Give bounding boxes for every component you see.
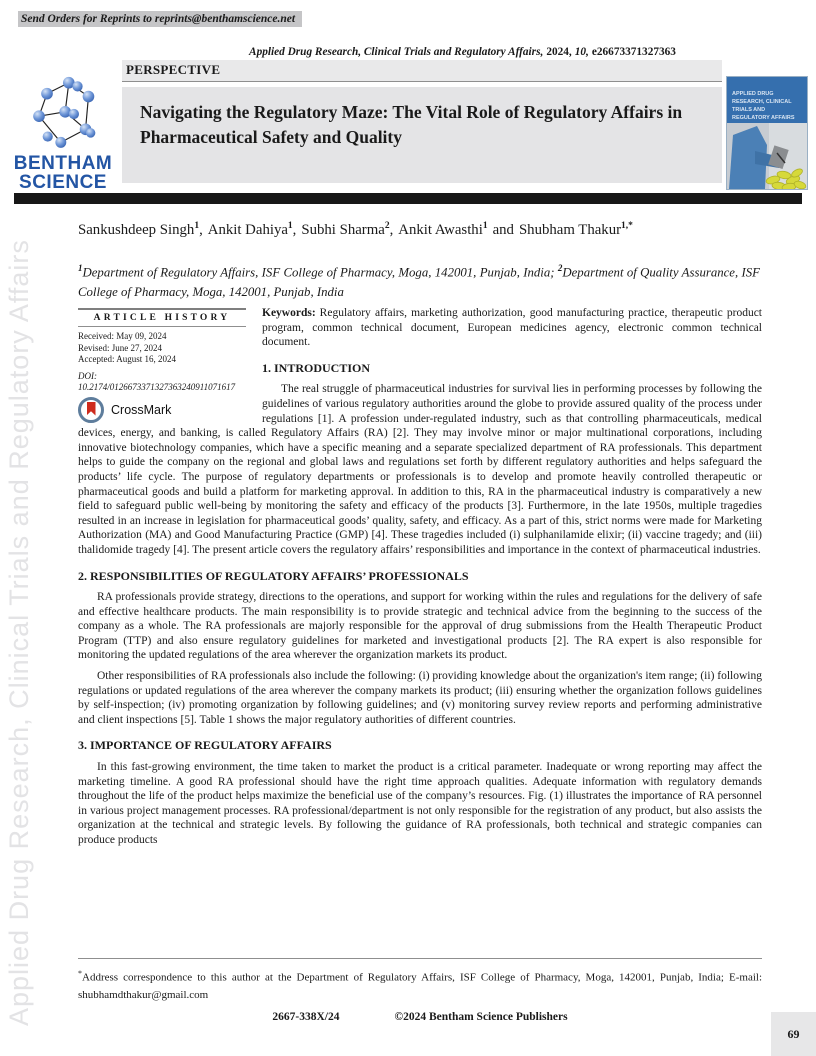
citation-article-id: e26673371327363 — [591, 46, 676, 58]
correspondence-footnote — [78, 958, 762, 1004]
section-2-paragraph-2: Other responsibilities of RA professionals also include the following: (i) providing knowledge about the organization's item range; (ii) following regulations or updated regulations of the area wherever the company markets its product; (iii) ensuring whether the organization follows guidelines by self-inspection; (iv) promoting organization by following guidelines; and (v) monitoring survey review reports and performing administrative and client inspections [5]. Table 1 shows the major regulatory authorities of different countries. — [78, 670, 762, 726]
accepted-date: Accepted: August 16, 2024 — [78, 354, 176, 364]
cover-title: APPLIED DRUG RESEARCH, CLINICAL TRIALS AND REGULATORY AFFAIRS — [727, 77, 807, 123]
bentham-science-logo — [10, 74, 116, 192]
logo-text-science: SCIENCE — [19, 172, 107, 193]
doi-label: DOI: — [78, 370, 97, 381]
doi — [78, 371, 246, 393]
article-history-box — [78, 308, 246, 417]
section-3-heading: 3. IMPORTANCE OF REGULATORY AFFAIRS — [78, 738, 332, 753]
revised-date: Revised: June 27, 2024 — [78, 342, 162, 353]
keywords-text: Regulatory affairs, marketing authorization, good manufacturing practice, therapeutic product program, common technical document, European medicines agency, electronic common technical document. — [262, 307, 762, 349]
footnote-marker: * — [78, 969, 82, 978]
section-1-heading: 1. INTRODUCTION — [262, 360, 371, 375]
keywords-label: Keywords: — [262, 307, 316, 319]
journal-cover-thumbnail — [726, 76, 808, 190]
authors-line: Sankushdeep Singh$^1$, Ankit Dahiya$^1$, Subhi Sharma$^2$, Ankit Awasthi$^1$ and Shubham Thakur$^{1,*}$ — [78, 221, 633, 238]
article-body — [78, 306, 762, 854]
reprint-notice: Send Orders for Reprints to reprints@benthamscience.net — [18, 11, 302, 27]
crossmark-badge[interactable] — [78, 397, 246, 423]
crossmark-label: CrossMark — [111, 402, 172, 417]
article-type-label: PERSPECTIVE — [122, 60, 722, 82]
citation-volume: 10, — [574, 46, 589, 58]
cover-photo — [727, 123, 807, 189]
history-dates — [78, 331, 246, 366]
header-center — [122, 60, 722, 183]
title-block — [122, 87, 722, 183]
header-divider-bar — [14, 193, 802, 204]
journal-citation — [120, 46, 808, 58]
copyright-notice: ©2024 Bentham Science Publishers — [394, 1011, 568, 1023]
issn-code: 2667-338X/24 — [272, 1011, 340, 1023]
author: Ankit Awasthi$^1$ — [398, 221, 488, 238]
page-footer — [78, 1011, 762, 1023]
author: Sankushdeep Singh$^1$ — [78, 221, 200, 238]
section-2-paragraph-1: RA professionals provide strategy, directions to the operations, and support for working within the rules and regulations for the delivery of safe and effective healthcare products. The main responsibility is to provide strategic and technical advice from the beginning to the success of the company as a whole. The RA professionals are majorly responsible for the approval of drug submissions from the Health Therapeutic Product Program (TTP) and also ensure regulatory guidelines for marketed and investigational products [2]. The RA expert is also responsible for monitoring the updated regulations of the area wherever the organization markets its product. — [78, 591, 762, 662]
article-history-heading: ARTICLE HISTORY — [78, 310, 246, 327]
affiliation-2: Department of Quality Assurance, ISF College of Pharmacy, Moga, 142001, Punjab, India — [78, 265, 761, 300]
affiliation-1: Department of Regulatory Affairs, ISF College of Pharmacy, Moga, 142001, Punjab, India; — [82, 265, 558, 280]
footnote-text: Address correspondence to this author at the Department of Regulatory Affairs, ISF College of Pharmacy, Moga, 142001, Punjab, India; E-mail: shubhamdthakur@gmail.com — [78, 971, 762, 1001]
journal-sidebar-title: Applied Drug Research, Clinical Trials and Regulatory Affairs — [4, 239, 34, 1026]
author: Shubham Thakur$^{1,*}$ — [518, 221, 633, 238]
molecule-icon — [19, 74, 107, 154]
received-date: Received: May 09, 2024 — [78, 331, 167, 341]
logo-text-bentham: BENTHAM — [13, 153, 113, 174]
author: Ankit Dahiya$^1$ — [207, 221, 293, 238]
affiliations: $^1$Department of Regulatory Affairs, ISF College of Pharmacy, Moga, 142001, Punjab, India; $^2$Department of Quality Assurance, ISF College of Pharmacy, Moga, 142001, Punjab, India — [78, 263, 761, 300]
author: Subhi Sharma$^2$ — [301, 221, 390, 238]
section-1-paragraph: The real struggle of pharmaceutical industries for survival lies in performing processes by following the guidelines of various regulatory authorities around the globe to provide assured quality of the process under regulations [1]. A profession under-regulated industry, such as that controlling pharmaceuticals, medical devices, energy, and banking, is called Regulatory Affairs (RA) [2]. They may involve minor or major multinational corporations, including innovative biotechnology companies, which have a specific meaning and a separate specialized department of RA professionals. This department helps to guide the company on the regional and global laws and regulations set forth by different regulatory authorities and helps safeguard the products’ life cycle. The purpose of regulatory departments or professionals is to develop and promote heavily controlled therapeutic or pharmaceutical goods and build a platform for marketing approval. In addition to this, RA in the pharmaceutical industry is comparatively a new field to safeguard public well-being by monitoring the safety and efficacy of the products [3]. Furthermore, in the late 1950s, multiple tragedies resulted in an increase in legislation for pharmaceutical goods’ quality, safety, and efficacy. As a part of this, strict norms were made for Marketing Authorization (MA) and Good Manufacturing Practice (GMP) [4]. These tragedies included (i) sulphanilamide elixir; (ii) vaccine tragedy; and (iii) thalidomide tragedy [4]. The present article covers the regulatory affairs’ responsibilities and importance in the context of pharmaceutical industries. — [78, 383, 762, 556]
crossmark-icon — [78, 397, 104, 423]
header — [10, 60, 808, 192]
article-title: Navigating the Regulatory Maze: The Vital Role of Regulatory Affairs in Pharmaceutical Safety and Quality — [140, 102, 683, 147]
bookmark-icon — [87, 402, 96, 416]
doi-value: 10.2174/0126673371327363240911071617 — [78, 381, 236, 392]
section-3-paragraph: In this fast-growing environment, the time taken to market the product is a critical parameter. Inadequate or wrong reporting may affect the marketing timeline. A good RA professional should have the right time approach qualities. Adequate information with regulatory demands throughout the life of the product helps maximize the beneficial use of the company’s resources. Fig. (1) illustrates the importance of RA personnel in various project management processes. RA professional/department is not only responsible for the registration of any product, but also assists the organization at the technical and strategic levels. By following the guidance of RA professionals, both technical and strategic companies can produce products — [78, 761, 762, 846]
citation-journal-name: Applied Drug Research, Clinical Trials and Regulatory Affairs, — [249, 46, 544, 58]
section-2-heading: 2. RESPONSIBILITIES OF REGULATORY AFFAIRS’ PROFESSIONALS — [78, 568, 469, 583]
citation-year: 2024, — [546, 46, 572, 58]
page-number: 69 — [771, 1012, 816, 1056]
